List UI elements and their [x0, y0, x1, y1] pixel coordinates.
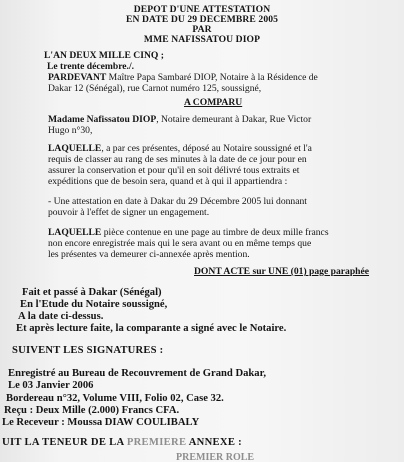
closing-line-2: En l'Etude du Notaire soussigné, [20, 299, 168, 310]
laquelle2-line-1 [48, 227, 329, 238]
laquelle1-line-2: requis de classer au rang de ses minutes à la date de ce jour pour en [48, 154, 307, 165]
laquelle2-label: LAQUELLE [48, 227, 102, 238]
registration-line-2: Le 03 Janvier 2006 [8, 380, 94, 391]
intro-pardevant-line-1 [48, 72, 318, 83]
suit-highlight: PREMIERE [126, 437, 187, 448]
closing-line-4: Et après lecture faite, la comparante a signé avec le Notaire. [16, 323, 287, 334]
suit-prefix: UIT LA TENEUR DE LA [2, 437, 127, 448]
header-line-2: EN DATE DU 29 DECEMBRE 2005 [125, 14, 279, 25]
closing-line-1: Fait et passé à Dakar (Sénégal) [22, 287, 162, 298]
attestation-line-2: pouvoir à l'effet de signer un engagement. [48, 207, 210, 218]
intro-year: L'AN DEUX MILLE CINQ ; [44, 50, 164, 61]
laquelle2-line-3: les présentes va demeurer ci-annexée après mention. [48, 249, 250, 260]
comparant-line-1 [48, 114, 311, 125]
laquelle1-line-4: expéditions que de besoin sera, quand et à qui il appartiendra : [48, 176, 288, 187]
attestation-line-1: - Une attestation en date à Dakar du 29 Décembre 2005 lui donnant [48, 196, 307, 207]
comparant-name: Madame Nafissatou DIOP [48, 114, 157, 125]
intro-pardevant-line-2: Dakar 12 (Sénégal), rue Carnot numéro 125, soussigné, [48, 83, 262, 94]
comparant-line-2: Hugo n°30, [48, 125, 93, 136]
header-line-1: DEPOT D'UNE ATTESTATION [133, 4, 271, 15]
pardevant-text-1: Maître Papa Sambaré DIOP, Notaire à la Résidence de [106, 72, 318, 83]
header-line-3: PAR [192, 24, 212, 35]
premier-role: PREMIER ROLE [176, 452, 255, 462]
laquelle1-label: LAQUELLE [48, 143, 102, 154]
header-line-4: MME NAFISSATOU DIOP [143, 34, 261, 45]
laquelle2-text-1: pièce contenue en une page au timbre de deux mille francs [101, 227, 329, 238]
registration-line-4: Reçu : Deux Mille (2.000) Francs CFA. [4, 405, 180, 416]
laquelle1-line-3: assurer la conservation et pour qu'il en soit délivré tous extraits et [48, 165, 300, 176]
suit-suffix: ANNEXE : [186, 437, 243, 448]
comparant-text-1: , Notaire demeurant à Dakar, Rue Victor [156, 114, 312, 125]
registration-line-5: Le Receveur : Moussa DIAW COULIBALY [2, 417, 200, 428]
a-comparu-heading: A COMPARU [184, 97, 243, 108]
pardevant-label: PARDEVANT [48, 72, 107, 83]
suivent-signatures: SUIVENT LES SIGNATURES : [12, 345, 164, 356]
suit-teneur [2, 437, 242, 448]
laquelle2-line-2: non encore enregistrée mais qui le sera avant ou en même temps que [48, 238, 312, 249]
dont-acte: DONT ACTE sur UNE (01) page paraphée [194, 266, 370, 277]
laquelle1-text-1: , a par ces présentes, déposé au Notaire soussigné et l'a [101, 143, 312, 154]
registration-line-3: Bordereau n°32, Volume VIII, Folio 02, Case 32. [6, 393, 224, 404]
closing-line-3: A la date ci-dessus. [18, 311, 104, 322]
laquelle1-line-1 [48, 143, 312, 154]
registration-line-1: Enregistré au Bureau de Recouvrement de Grand Dakar, [8, 368, 266, 379]
intro-day: Le trente décembre./. [47, 61, 135, 72]
